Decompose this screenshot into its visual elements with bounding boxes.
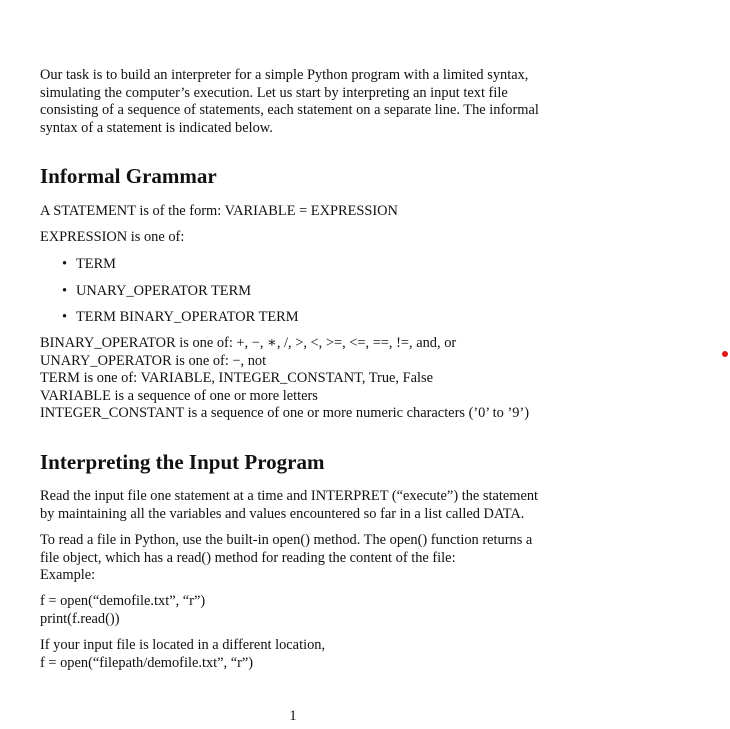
grammar-definitions — [40, 335, 548, 423]
list-item — [40, 309, 548, 336]
bullet-icon: • — [62, 256, 68, 272]
intro-line: consisting of a sequence of statements, each statement on a separate line. The informal — [40, 102, 539, 119]
code-line: f = open(“filepath/demofile.txt”, “r”) — [40, 654, 254, 671]
definition-line: INTEGER_CONSTANT is a sequence of one or more numeric characters (’0’ to ’9’) — [40, 405, 530, 422]
code-example — [40, 593, 548, 628]
expression-line: EXPRESSION is one of: — [40, 229, 185, 245]
paragraph-line: Read the input file one statement at a time and INTERPRET (“execute”) the statement — [40, 488, 539, 504]
statement-line: A STATEMENT is of the form: VARIABLE = EXPRESSION — [40, 203, 398, 219]
annotation-dot — [722, 351, 728, 357]
section-heading-interpreting: Interpreting the Input Program — [40, 450, 325, 474]
definition-line: BINARY_OPERATOR is one of: +, −, ∗, /, >, <, >=, <=, ==, !=, and, or — [40, 335, 457, 351]
list-item — [40, 256, 548, 283]
paragraph-line: file object, which has a read() method for reading the content of the file: — [40, 549, 456, 566]
definition-line: VARIABLE is a sequence of one or more letters — [40, 387, 318, 404]
paragraph-line: To read a file in Python, use the built-in open() method. The open() function returns a — [40, 532, 533, 548]
expression-definition — [40, 229, 548, 247]
expression-list — [40, 256, 548, 336]
paragraph-line: If your input file is located in a different location, — [40, 637, 326, 653]
list-item — [40, 283, 548, 310]
list-item-text: TERM BINARY_OPERATOR TERM — [76, 309, 299, 325]
read-paragraph — [40, 488, 548, 523]
bullet-icon: • — [62, 282, 68, 299]
section-heading-informal-grammar: Informal Grammar — [40, 164, 217, 188]
list-item-text: TERM — [76, 256, 116, 272]
intro-paragraph — [40, 67, 548, 137]
page-number: 1 — [289, 708, 297, 724]
statement-definition — [40, 203, 548, 221]
location-paragraph — [40, 637, 548, 672]
code-line: f = open(“demofile.txt”, “r”) — [40, 593, 206, 609]
definition-line: TERM is one of: VARIABLE, INTEGER_CONSTANT, True, False — [40, 370, 433, 387]
definition-line: UNARY_OPERATOR is one of: −, not — [40, 352, 267, 369]
intro-line: Our task is to build an interpreter for a simple Python program with a limited syntax, — [40, 67, 529, 83]
file-read-paragraph — [40, 532, 548, 585]
paragraph-line: Example: — [40, 567, 96, 584]
intro-line: simulating the computer’s execution. Let us start by interpreting an input text file — [40, 84, 508, 101]
code-line: print(f.read()) — [40, 610, 120, 627]
list-item-text: UNARY_OPERATOR TERM — [76, 282, 251, 299]
bullet-icon: • — [62, 309, 68, 325]
intro-line: syntax of a statement is indicated below. — [40, 119, 273, 136]
paragraph-line: by maintaining all the variables and values encountered so far in a list called DATA. — [40, 505, 525, 522]
